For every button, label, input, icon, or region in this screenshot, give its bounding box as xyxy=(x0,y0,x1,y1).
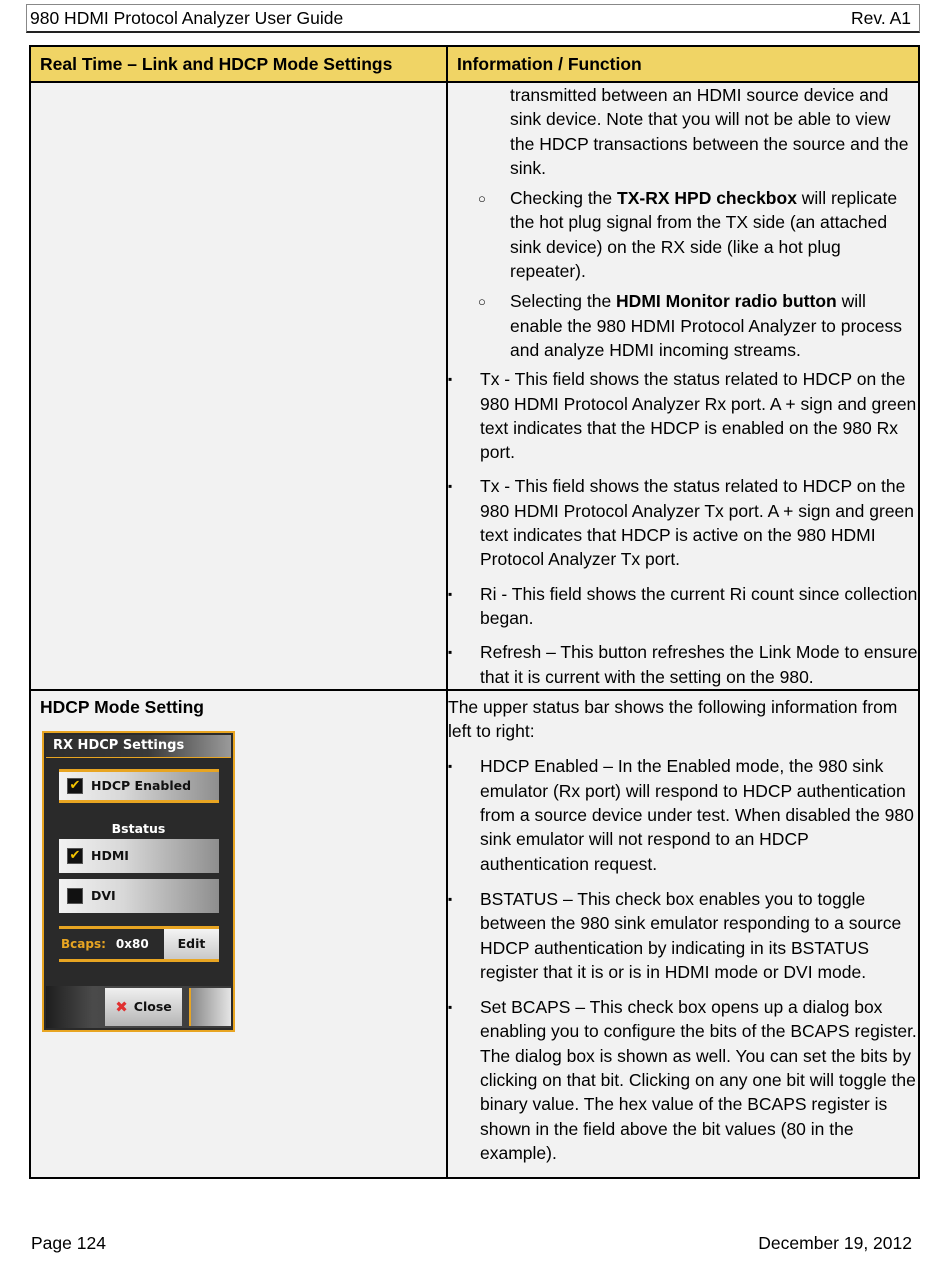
hdcp-enabled-checkbox[interactable] xyxy=(59,769,219,803)
close-button[interactable] xyxy=(105,988,182,1026)
column-header-information: Information / Function xyxy=(447,46,919,82)
bold-term: HDMI Monitor radio button xyxy=(616,291,837,312)
sub-item: ○ Checking the TX-RX HPD checkbox will replicate the hot plug signal from the TX side (an attached sink device) on the RX side (like a hot plug repeater). xyxy=(478,186,918,283)
row2-right-cell xyxy=(447,690,919,1178)
document-title: 980 HDMI Protocol Analyzer User Guide xyxy=(30,7,344,28)
dialog-title: RX HDCP Settings xyxy=(46,735,231,758)
bcaps-row xyxy=(59,926,219,962)
row1-left-cell xyxy=(30,82,447,690)
checkbox-label: HDMI xyxy=(91,848,129,864)
edit-button[interactable]: Edit xyxy=(164,929,219,959)
checkbox-checked-icon: ✔ xyxy=(67,848,83,864)
checkbox-unchecked-icon xyxy=(67,888,83,904)
circle-bullet-icon: ○ xyxy=(478,294,486,310)
column-header-settings: Real Time – Link and HDCP Mode Settings xyxy=(30,46,447,82)
circle-bullet-icon: ○ xyxy=(478,191,486,207)
list-item: ▪ HDCP Enabled – In the Enabled mode, the 980 sink emulator (Rx port) will respond to HDCP authentication from a source device under test. When disabled the 980 sink emulator will not respond to an HDCP authentication request. xyxy=(448,754,918,875)
continued-text: transmitted between an HDMI source device and sink device. Note that you will not be able to view the HDCP transactions between the source and the sink. xyxy=(510,85,909,178)
close-icon: ✖ xyxy=(115,997,128,1016)
dvi-checkbox[interactable] xyxy=(59,879,219,913)
square-bullet-icon: ▪ xyxy=(448,1000,453,1015)
list-item: ▪ BSTATUS – This check box enables you to toggle between the 980 sink emulator responding to a source HDCP authentication by indicating in its BSTATUS register that it is or is in HDMI mode or DVI mode. xyxy=(448,887,918,984)
bold-term: TX-RX HPD checkbox xyxy=(617,188,797,209)
page-number: Page 124 xyxy=(31,1233,106,1253)
list-item: ▪ Tx - This field shows the status related to HDCP on the 980 HDMI Protocol Analyzer Tx port. A + sign and green text indicates that HDCP is active on the 980 HDMI Protocol Analyzer Tx port. xyxy=(448,474,918,571)
sub-item: ○ Selecting the HDMI Monitor radio button will enable the 980 HDMI Protocol Analyzer to process and analyze HDMI incoming streams. xyxy=(478,289,918,362)
square-bullet-icon: ▪ xyxy=(448,759,453,774)
bstatus-label: Bstatus xyxy=(111,820,166,836)
rx-hdcp-settings-dialog xyxy=(42,731,235,1032)
list-item: ▪ Ri - This field shows the current Ri count since collection began. xyxy=(448,582,918,631)
square-bullet-icon: ▪ xyxy=(448,479,453,494)
intro-text: The upper status bar shows the following information from left to right: xyxy=(448,696,898,742)
square-bullet-icon: ▪ xyxy=(448,586,453,601)
section-title: HDCP Mode Setting xyxy=(40,696,204,717)
bcaps-value: 0x80 xyxy=(115,936,149,951)
checkbox-checked-icon: ✔ xyxy=(67,778,83,794)
square-bullet-icon: ▪ xyxy=(448,372,453,387)
bcaps-label: Bcaps: xyxy=(61,936,106,951)
continued-text-block xyxy=(478,83,918,180)
close-label: Close xyxy=(133,999,172,1015)
checkbox-label: DVI xyxy=(91,888,116,904)
list-item: ▪ Refresh – This button refreshes the Link Mode to ensure that it is current with the setting on the 980. xyxy=(448,640,918,689)
checkbox-label: HDCP Enabled xyxy=(91,778,192,794)
list-item: ▪ Tx - This field shows the status related to HDCP on the 980 HDMI Protocol Analyzer Rx port. A + sign and green text indicates that the HDCP is enabled on the 980 Rx port. xyxy=(448,367,918,464)
settings-table xyxy=(29,45,920,1179)
hdmi-checkbox[interactable] xyxy=(59,839,219,873)
revision-label: Rev. A1 xyxy=(851,7,911,28)
dialog-button-bar xyxy=(46,986,231,1028)
square-bullet-icon: ▪ xyxy=(448,645,453,660)
page-header xyxy=(26,4,920,33)
row1-right-cell xyxy=(447,82,919,690)
page-date: December 19, 2012 xyxy=(758,1233,912,1253)
dialog-corner-block xyxy=(189,988,231,1026)
row2-left-cell xyxy=(30,690,447,1178)
square-bullet-icon: ▪ xyxy=(448,891,453,906)
list-item: ▪ Set BCAPS – This check box opens up a dialog box enabling you to configure the bits of the BCAPS register. The dialog box is shown as well. You can set the bits by clicking on that bit. Clicking on any one bit will toggle the binary value. The hex value of the BCAPS register is shown in the field above the bit values (80 in the example). xyxy=(448,995,918,1165)
